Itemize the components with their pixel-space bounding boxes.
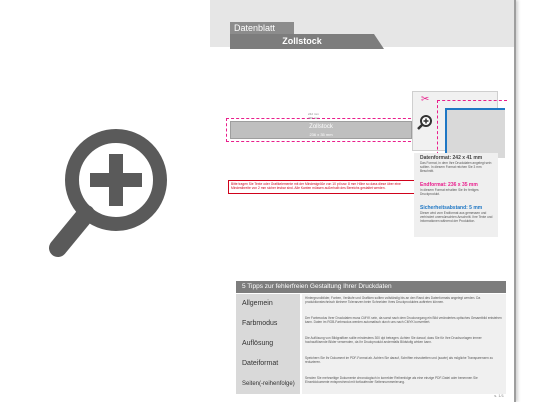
tips-table: [236, 294, 506, 394]
info-heading: Endformat: 236 x 35 mm: [420, 182, 478, 188]
tip-text: Die Auflösung von Bildgrafiken sollte mindestens 300 dpi betragen. Achten Sie darauf, dass Sie für Ihre Druckvorlagen immer hochauflösende Bilder verwenden, da Ihr Druckprodukt andernfalls Bildstufig wirken kann.: [302, 334, 506, 354]
scissors-icon: ✂: [421, 94, 430, 105]
tip-text: Speichern Sie Ihr Dokument im PDF-Format ab. Achten Sie darauf, Schriften einzubetten und (sowie) als mögliche Transparenzen zu reduzieren.: [302, 354, 506, 374]
page-number: s. 1/1: [494, 393, 504, 398]
table-row: [236, 374, 506, 394]
safety-margin-block: [420, 205, 496, 223]
warning-note: Bitte tragen Sie Texte oder Grafikelemente mit der Mindestgröße von 10 pt bzw. 8 mm Höhe so dass diese über eine Mindestbreite von 2 mm sicher lesbar sind. Alle Kanten müssen außerhalb des Bereichs gestaltet werden.: [228, 180, 418, 194]
page-title: Zollstock: [230, 34, 374, 49]
ruler-size: 236 x 35 mm: [309, 132, 333, 137]
info-text: Dieser wird vom Endformat aus gemessen und verhindert unerwünschten Anschnitt. Ihre Texte und Informationen während der Produktion.: [420, 211, 493, 223]
safe-area: [445, 108, 505, 158]
data-format-block: [420, 155, 496, 173]
format-info: [414, 153, 498, 237]
tip-label: Seiten(-reihenfolge): [236, 374, 300, 394]
magnifier-icon: [417, 114, 433, 130]
table-row: [236, 334, 506, 354]
info-heading: Sicherheitsabstand: 5 mm: [420, 205, 483, 211]
inner-dimension-label: 236 mm: [308, 116, 319, 120]
tip-text: Senden Sie mehrseitige Dokumente chronologisch in korrekter Reihenfolge als eine einzige PDF-Datei oder benennen Sie Einzeldokumente entsprechend mit fortlaufender Seitennummerierung.: [302, 374, 506, 394]
tip-label: Dateiformat: [236, 354, 300, 374]
tip-text: Der Farbmodus Ihrer Druckdaten muss CMYK sein, da sonst nach dem Druckvorgang ein Bild verändertes optisches Gesamtbild entstehen kann. Daten im RGB-Farbmodus werden automatisch durch uns nach CMYK konvertiert.: [302, 314, 506, 334]
zoom-in-icon[interactable]: [44, 120, 176, 270]
table-row: [236, 314, 506, 334]
table-row: [236, 294, 506, 314]
datasheet-page: [210, 0, 514, 402]
table-row: [236, 354, 506, 374]
end-format-block: [420, 182, 496, 196]
corner-detail: [412, 91, 498, 151]
tip-text: Hintergrundbilder, Farben, Verläufe und Grafiken sollten vollständig bis an den Rand des Datenformats angelegt werden. Da produktionstechnisch kleinere Toleranzen beim Schneiden Ihres Druckproduktes auftreten können.: [302, 294, 506, 314]
tip-label: Allgemein: [236, 294, 300, 314]
info-text: In diesem Format erhalten Sie Ihr fertiges Druckprodukt.: [420, 188, 479, 196]
tip-label: Auflösung: [236, 334, 300, 354]
ruler-preview: [230, 121, 412, 139]
product-layout-graphic: [226, 112, 418, 144]
ruler-name: Zollstock: [309, 124, 333, 130]
tips-title: 5 Tipps zur fehlerfreien Gestaltung Ihrer Druckdaten: [236, 281, 506, 293]
info-text: Das Format, in dem Ihre Druckdaten angelegt sein sollten. In diesem Format reichen Sie 3 mm Beschnitt.: [420, 161, 492, 173]
outer-dimension-label: 242 mm: [308, 112, 319, 116]
tip-label: Farbmodus: [236, 314, 300, 334]
info-heading: Datenformat: 242 x 41 mm: [420, 155, 483, 161]
document-type-label: Datenblatt: [230, 22, 294, 35]
